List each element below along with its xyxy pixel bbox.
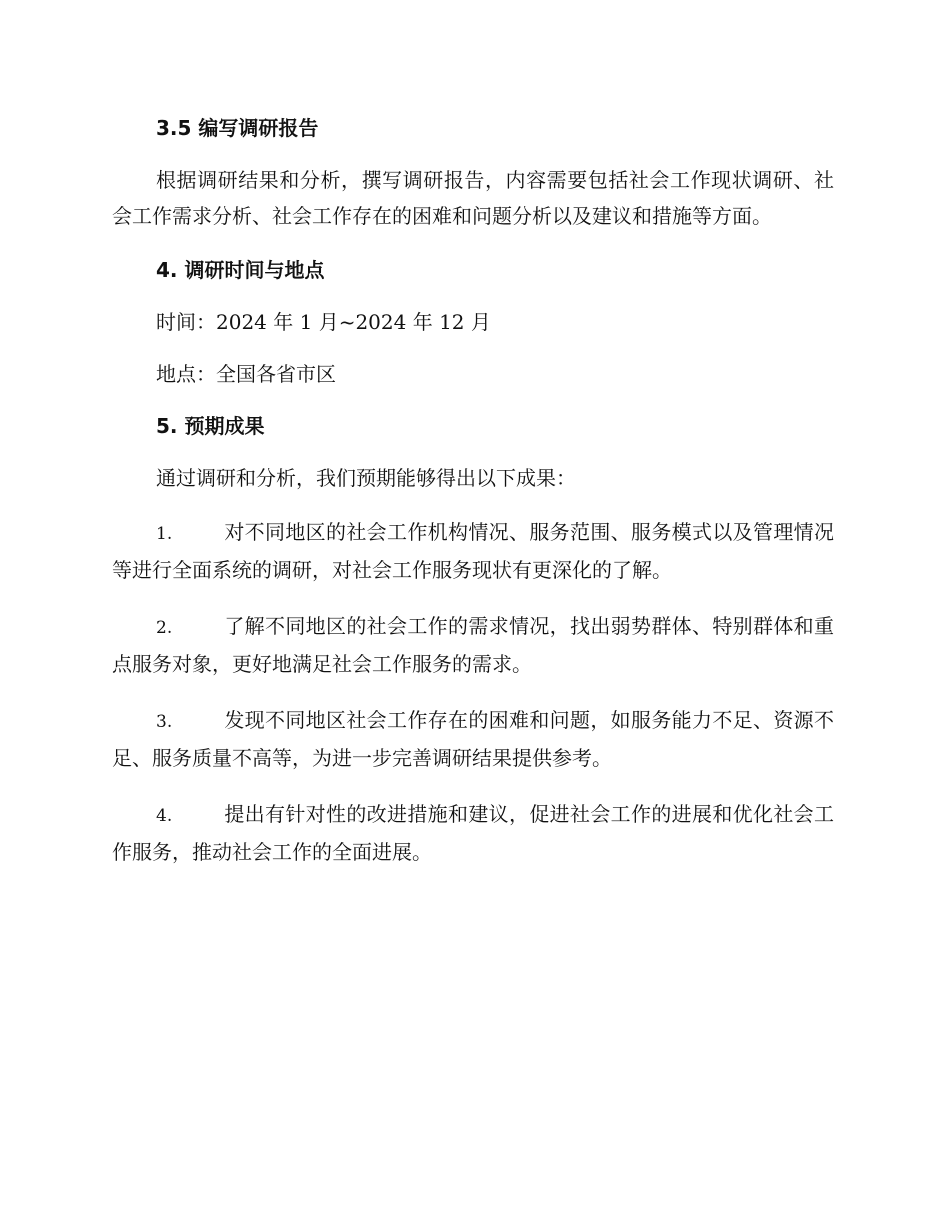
list-item-text: 对不同地区的社会工作机构情况、服务范围、服务模式以及管理情况等进行全面系统的调研，对社会工作服务现状有更深化的了解。 [112, 520, 834, 582]
section-3-5-paragraph: 根据调研结果和分析，撰写调研报告，内容需要包括社会工作现状调研、社会工作需求分析、社会工作存在的困难和问题分析以及建议和措施等方面。 [112, 168, 834, 228]
list-item-number: 1. [156, 524, 173, 544]
list-item [112, 796, 834, 870]
survey-time: 时间：2024 年 1 月~2024 年 12 月 [156, 310, 491, 334]
list-item [112, 702, 834, 776]
list-item-number: 2. [156, 618, 173, 638]
document-page [112, 108, 834, 870]
section-5-intro: 通过调研和分析，我们预期能够得出以下成果： [156, 466, 576, 490]
section-heading-3-5: 3.5 编写调研报告 [156, 116, 319, 140]
list-item-text: 提出有针对性的改进措施和建议，促进社会工作的进展和优化社会工作服务，推动社会工作的全面进展。 [112, 802, 834, 864]
list-item-number: 3. [156, 712, 173, 732]
list-item-text: 发现不同地区社会工作存在的困难和问题，如服务能力不足、资源不足、服务质量不高等，为进一步完善调研结果提供参考。 [112, 708, 834, 770]
list-item-number: 4. [156, 806, 173, 826]
list-item [112, 514, 834, 588]
section-heading-4: 4. 调研时间与地点 [156, 258, 325, 282]
survey-place: 地点：全国各省市区 [156, 362, 336, 386]
list-item [112, 608, 834, 682]
section-heading-5: 5. 预期成果 [156, 414, 265, 438]
list-item-text: 了解不同地区的社会工作的需求情况，找出弱势群体、特别群体和重点服务对象，更好地满足社会工作服务的需求。 [112, 614, 834, 676]
